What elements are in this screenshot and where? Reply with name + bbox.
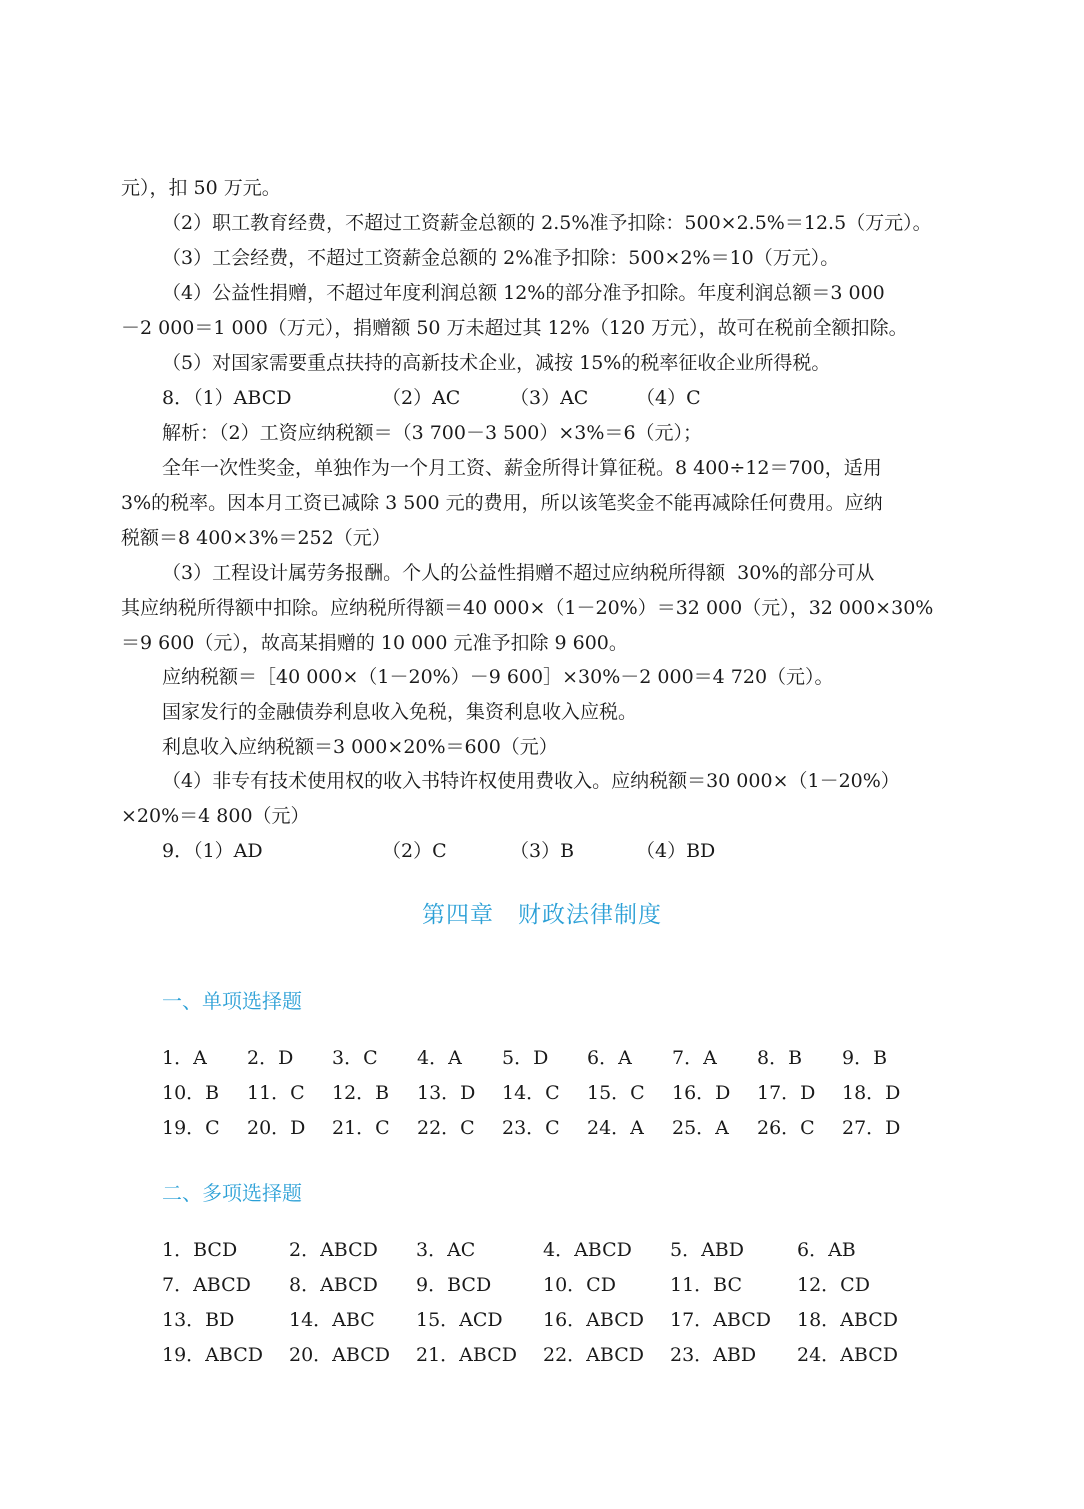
- answer-item: 12．CD: [797, 1274, 870, 1296]
- analysis-line: 利息收入应纳税额＝3 000×20%＝600（元）: [162, 736, 558, 758]
- paragraph-line: （2）职工教育经费，不超过工资薪金总额的 2.5%准予扣除：500×2.5%＝12.5（万元）。: [162, 212, 932, 234]
- answer-item: 24．ABCD: [797, 1344, 898, 1366]
- answer-item: （2）AC: [382, 387, 461, 409]
- answer-item: 22．ABCD: [543, 1344, 644, 1366]
- answer-item: （3）B: [510, 840, 575, 862]
- answer-item: 25．A: [672, 1117, 729, 1139]
- answer-item: 8．（1）ABCD: [162, 387, 292, 409]
- analysis-line: 税额＝8 400×3%＝252（元）: [121, 527, 391, 549]
- paragraph-line: （5）对国家需要重点扶持的高新技术企业，减按 15%的税率征收企业所得税。: [162, 352, 831, 374]
- answer-item: 14．ABC: [289, 1309, 375, 1331]
- answer-item: 13．D: [417, 1082, 476, 1104]
- answer-item: 22．C: [417, 1117, 475, 1139]
- answer-item: 8．B: [757, 1047, 803, 1069]
- answer-item: 2．ABCD: [289, 1239, 378, 1261]
- answer-item: 3．AC: [416, 1239, 476, 1261]
- answer-item: 1．A: [162, 1047, 207, 1069]
- answer-item: （4）BD: [636, 840, 716, 862]
- answer-item: 3．C: [332, 1047, 378, 1069]
- answer-item: 15．ACD: [416, 1309, 503, 1331]
- answer-item: 18．ABCD: [797, 1309, 898, 1331]
- section-title-single-choice: 一、单项选择题: [162, 989, 302, 1013]
- answer-item: 9．B: [842, 1047, 888, 1069]
- answer-item: 20．D: [247, 1117, 306, 1139]
- answer-item: 6．A: [587, 1047, 632, 1069]
- answer-item: 13．BD: [162, 1309, 235, 1331]
- answer-item: 20．ABCD: [289, 1344, 390, 1366]
- answer-item: 10．B: [162, 1082, 220, 1104]
- analysis-line: 应纳税额＝［40 000×（1－20%）－9 600］×30%－2 000＝4 720（元）。: [162, 666, 834, 688]
- answer-item: 23．ABD: [670, 1344, 757, 1366]
- chapter-title: 第四章 财政法律制度: [422, 902, 662, 928]
- answer-item: 24．A: [587, 1117, 644, 1139]
- answer-item: 7．ABCD: [162, 1274, 251, 1296]
- answer-item: 11．C: [247, 1082, 305, 1104]
- analysis-line: 国家发行的金融债券利息收入免税，集资利息收入应税。: [162, 701, 638, 723]
- analysis-line: ×20%＝4 800（元）: [121, 805, 310, 827]
- answer-item: 9．（1）AD: [162, 840, 263, 862]
- paragraph-line: （3）工会经费，不超过工资薪金总额的 2%准予扣除：500×2%＝10（万元）。: [162, 247, 840, 269]
- answer-item: （3）AC: [510, 387, 589, 409]
- analysis-line: ＝9 600（元），故高某捐赠的 10 000 元准予扣除 9 600。: [121, 632, 628, 654]
- answer-item: 12．B: [332, 1082, 390, 1104]
- answer-item: 5．D: [502, 1047, 549, 1069]
- analysis-line: 其应纳税所得额中扣除。应纳税所得额＝40 000×（1－20%）＝32 000（元），32 000×30%: [121, 597, 934, 619]
- answer-item: 16．D: [672, 1082, 731, 1104]
- answer-item: 17．ABCD: [670, 1309, 771, 1331]
- answer-item: 21．C: [332, 1117, 390, 1139]
- answer-item: 10．CD: [543, 1274, 616, 1296]
- answer-item: 11．BC: [670, 1274, 743, 1296]
- answer-item: （2）C: [382, 840, 447, 862]
- answer-item: 6．AB: [797, 1239, 856, 1261]
- answer-item: 7．A: [672, 1047, 717, 1069]
- analysis-line: 解析：（2）工资应纳税额＝（3 700－3 500）×3%＝6（元）；: [162, 422, 703, 444]
- answer-item: 27．D: [842, 1117, 901, 1139]
- answer-item: 9．BCD: [416, 1274, 492, 1296]
- answer-item: 8．ABCD: [289, 1274, 378, 1296]
- answer-item: 2．D: [247, 1047, 294, 1069]
- answer-item: 15．C: [587, 1082, 645, 1104]
- answer-item: 19．C: [162, 1117, 220, 1139]
- answer-item: 16．ABCD: [543, 1309, 644, 1331]
- paragraph-line: 元），扣 50 万元。: [121, 177, 281, 199]
- analysis-line: （3）工程设计属劳务报酬。个人的公益性捐赠不超过应纳税所得额 30%的部分可从: [162, 562, 875, 584]
- answer-item: 4．ABCD: [543, 1239, 632, 1261]
- answer-item: （4）C: [636, 387, 701, 409]
- analysis-line: 3%的税率。因本月工资已减除 3 500 元的费用，所以该笔奖金不能再减除任何费用。应纳: [121, 492, 883, 514]
- paragraph-line: －2 000＝1 000（万元），捐赠额 50 万未超过其 12%（120 万元），故可在税前全额扣除。: [121, 317, 908, 339]
- analysis-line: 全年一次性奖金，单独作为一个月工资、薪金所得计算征税。8 400÷12＝700，适用: [162, 457, 882, 479]
- answer-item: 17．D: [757, 1082, 816, 1104]
- answer-item: 14．C: [502, 1082, 560, 1104]
- answer-item: 1．BCD: [162, 1239, 238, 1261]
- answer-item: 26．C: [757, 1117, 815, 1139]
- answer-item: 5．ABD: [670, 1239, 745, 1261]
- answer-item: 4．A: [417, 1047, 462, 1069]
- answer-item: 18．D: [842, 1082, 901, 1104]
- answer-item: 23．C: [502, 1117, 560, 1139]
- answer-item: 21．ABCD: [416, 1344, 517, 1366]
- paragraph-line: （4）公益性捐赠，不超过年度利润总额 12%的部分准予扣除。年度利润总额＝3 000: [162, 282, 885, 304]
- analysis-line: （4）非专有技术使用权的收入书特许权使用费收入。应纳税额＝30 000×（1－20%）: [162, 770, 900, 792]
- answer-item: 19．ABCD: [162, 1344, 263, 1366]
- section-title-multi-choice: 二、多项选择题: [162, 1181, 302, 1205]
